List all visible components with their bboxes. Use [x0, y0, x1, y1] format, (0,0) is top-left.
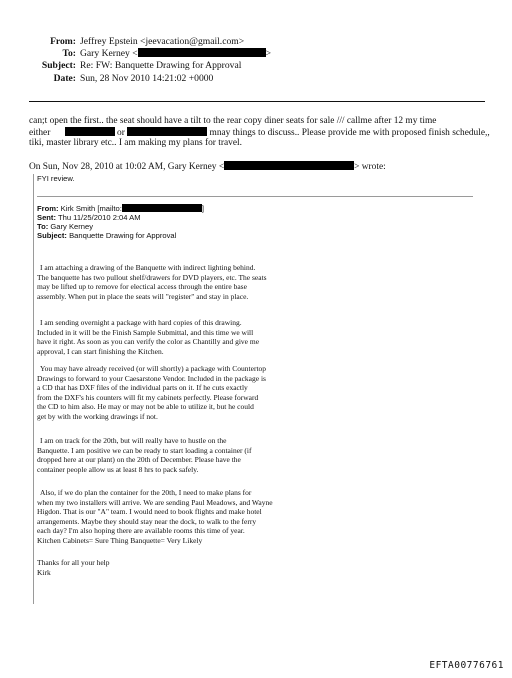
paragraph-line: may be lifted up to remove for electical access through the entire base	[37, 282, 247, 291]
redaction-bar	[127, 127, 207, 136]
subject-label: Subject:	[41, 60, 76, 71]
fwd-from-row	[37, 204, 204, 213]
paragraph-line: The banquette has two pullout shelf/drawers for DVD players, etc. The seats	[37, 272, 267, 282]
paragraph-line: when my two installers will arrive. We are sending Paul Meadows, and Wayne	[37, 497, 273, 507]
quote-text-b: > wrote:	[354, 162, 386, 172]
redaction-bar	[65, 127, 115, 136]
header-divider	[29, 101, 485, 102]
forwarded-paragraph	[37, 263, 337, 301]
paragraph-line: Included in it will be the Finish Sample Submittal, and this time we will	[37, 327, 254, 337]
paragraph-line: Kitchen Cabinets= Sure Thing Banquette= Very Likely	[37, 535, 203, 545]
paragraph-line: from the DXF's his counters will fit my cabinets perfectly. Please forward	[37, 392, 259, 402]
paragraph-line: Banquette. I am positive we can be ready to start loading a container (if	[37, 445, 252, 455]
fwd-to-label: To:	[37, 222, 49, 231]
paragraph-line: a CD that has DXF files of the individual parts on it. If he cuts exactly	[37, 383, 248, 392]
date-value: Sun, 28 Nov 2010 14:21:02 +0000	[80, 73, 214, 84]
paragraph-line: Drawings to forward to your Caesarstone Vendor. Included in the package is	[37, 373, 266, 383]
subject-value: Re: FW: Banquette Drawing for Approval	[80, 60, 242, 71]
to-label: To:	[62, 48, 76, 59]
fwd-subject-value: Banquette Drawing for Approval	[69, 231, 177, 240]
from-label: From:	[50, 36, 76, 47]
from-value: Jeffrey Epstein <jeevacation@gmail.com>	[80, 36, 245, 47]
paragraph-line: Higdon. That is our "A" team. I would need to book flights and make hotel	[37, 507, 262, 516]
fwd-from-label: From:	[37, 204, 59, 213]
reply-line-1: can;t open the first.. the seat should have a tilt to the rear copy diner seats for sale /// callme after 12 my time	[29, 116, 437, 126]
document-id: EFTA00776761	[429, 660, 504, 671]
paragraph-line: the CD to him also. He may or may not be able to utilize it, but he could	[37, 402, 254, 411]
forwarded-paragraph	[37, 558, 337, 577]
to-value: Gary Kerney <	[80, 48, 138, 59]
fwd-subject-label: Subject:	[37, 231, 67, 240]
forwarded-paragraph	[37, 436, 337, 474]
paragraph-line: container people allow us at least 8 hrs to pack safely.	[37, 464, 199, 474]
paragraph-line: You may have already received (or will shortly) a package with Countertop	[40, 364, 267, 373]
fwd-from-value: Kirk Smith [mailto:	[60, 204, 122, 213]
forwarded-paragraph	[37, 488, 337, 545]
fwd-sent-value: Thu 11/25/2010 2:04 AM	[57, 213, 141, 222]
date-label: Date:	[53, 73, 76, 84]
quote-attribution	[29, 161, 386, 174]
paragraph-line: Kirk	[37, 567, 51, 577]
paragraph-line: approval, I can start finishing the Kitchen.	[37, 346, 164, 356]
reply-line-3: tiki, master library etc.. I am making my plans for travel.	[29, 138, 242, 148]
paragraph-line: Also, if we do plan the container for the 20th, I need to make plans for	[40, 488, 252, 497]
redaction-bar	[138, 48, 266, 57]
paragraph-line: I am attaching a drawing of the Banquette with indirect lighting behind.	[40, 263, 256, 272]
paragraph-line: assembly. When put in place the seats will "register" and stay in place.	[37, 291, 249, 301]
reply-line-2c: mnay things to discuss.. Please provide me with proposed finish schedule,,	[209, 128, 490, 138]
forward-divider	[37, 196, 473, 197]
reply-line-2a: either	[29, 128, 51, 138]
redaction-bar	[224, 161, 354, 170]
paragraph-line: dropped here at our plant) on the 20th of December. Please have the	[37, 455, 241, 464]
fwd-to-value: Gary Kerney	[50, 222, 94, 231]
paragraph-line: get by with the working drawings if not.	[37, 411, 158, 421]
paragraph-line: Thanks for all your help	[37, 558, 110, 567]
fwd-subject-row	[37, 231, 176, 240]
fyi-note: FYI review.	[37, 174, 75, 183]
fwd-sent-row	[37, 213, 141, 222]
fwd-from-close: ]	[201, 204, 204, 213]
fwd-to-row	[37, 222, 93, 231]
paragraph-line: each day? I'm also hoping there are available rooms this time of year.	[37, 526, 245, 535]
forwarded-paragraph	[37, 318, 337, 356]
paragraph-line: have it right. As soon as you can verify the color as Chantilly and give me	[37, 337, 260, 346]
redaction-bar	[122, 204, 202, 212]
paragraph-line: I am on track for the 20th, but will really have to hustle on the	[40, 436, 227, 445]
to-close: >	[265, 48, 272, 59]
forwarded-paragraph	[37, 364, 337, 421]
fwd-sent-label: Sent:	[37, 213, 56, 222]
paragraph-line: I am sending overnight a package with hard copies of this drawing.	[40, 318, 242, 327]
quote-text-a: On Sun, Nov 28, 2010 at 10:02 AM, Gary Kerney <	[29, 162, 225, 172]
paragraph-line: arrangements. Maybe they should stay near the dock, to walk to the ferry	[37, 516, 257, 526]
reply-line-2b: or	[117, 128, 125, 138]
